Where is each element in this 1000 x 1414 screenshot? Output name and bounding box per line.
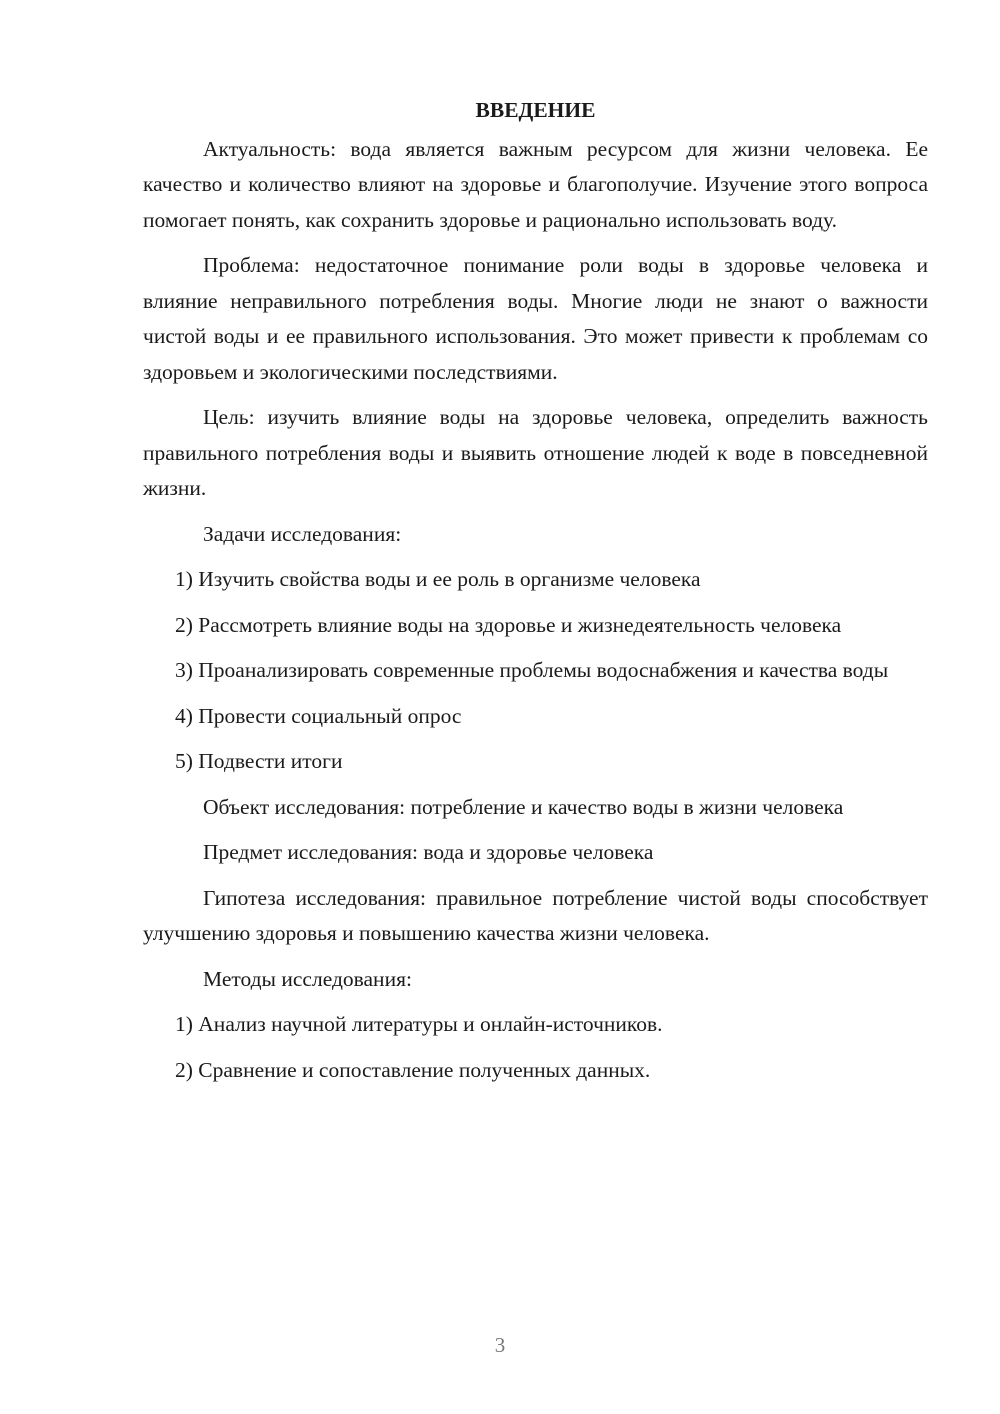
tasks-heading: Задачи исследования:: [203, 521, 402, 546]
task-item-4: 4) Провести социальный опрос: [175, 703, 462, 728]
page-number: 3: [494, 1333, 506, 1357]
object-paragraph: Объект исследования: потребление и качество воды в жизни человека: [203, 794, 844, 819]
problem-paragraph: Проблема: недостаточное понимание роли воды в здоровье человека и влияние неправильного потребления воды. Многие люди не знают о важности чистой воды и ее правильного использования. Это может привести к проблемам со здоровьем и экологическими последствиями.: [143, 253, 928, 384]
methods-heading: Методы исследования:: [203, 966, 412, 991]
page-title: ВВЕДЕНИЕ: [475, 98, 596, 122]
task-item-2: 2) Рассмотреть влияние воды на здоровье и жизнедеятельность человека: [175, 612, 842, 637]
task-item-1: 1) Изучить свойства воды и ее роль в организме человека: [175, 567, 701, 591]
hypothesis-paragraph: Гипотеза исследования: правильное потребление чистой воды способствует улучшению здоровья и повышению качества жизни человека.: [143, 885, 928, 945]
task-item-5: 5) Подвести итоги: [175, 749, 343, 773]
relevance-paragraph: Актуальность: вода является важным ресурсом для жизни человека. Ее качество и количество влияют на здоровье и благополучие. Изучение этого вопроса помогает понять, как сохранить здоровье и рационально использовать воду.: [143, 136, 928, 232]
method-item-1: 1) Анализ научной литературы и онлайн-источников.: [175, 1012, 663, 1036]
task-item-3: 3) Проанализировать современные проблемы водоснабжения и качества воды: [175, 658, 889, 682]
goal-paragraph: Цель: изучить влияние воды на здоровье человека, определить важность правильного потребления воды и выявить отношение людей к воде в повседневной жизни.: [143, 405, 928, 500]
subject-paragraph: Предмет исследования: вода и здоровье человека: [203, 840, 654, 864]
document-page: [143, 93, 928, 1098]
method-item-2: 2) Сравнение и сопоставление полученных данных.: [175, 1057, 651, 1082]
